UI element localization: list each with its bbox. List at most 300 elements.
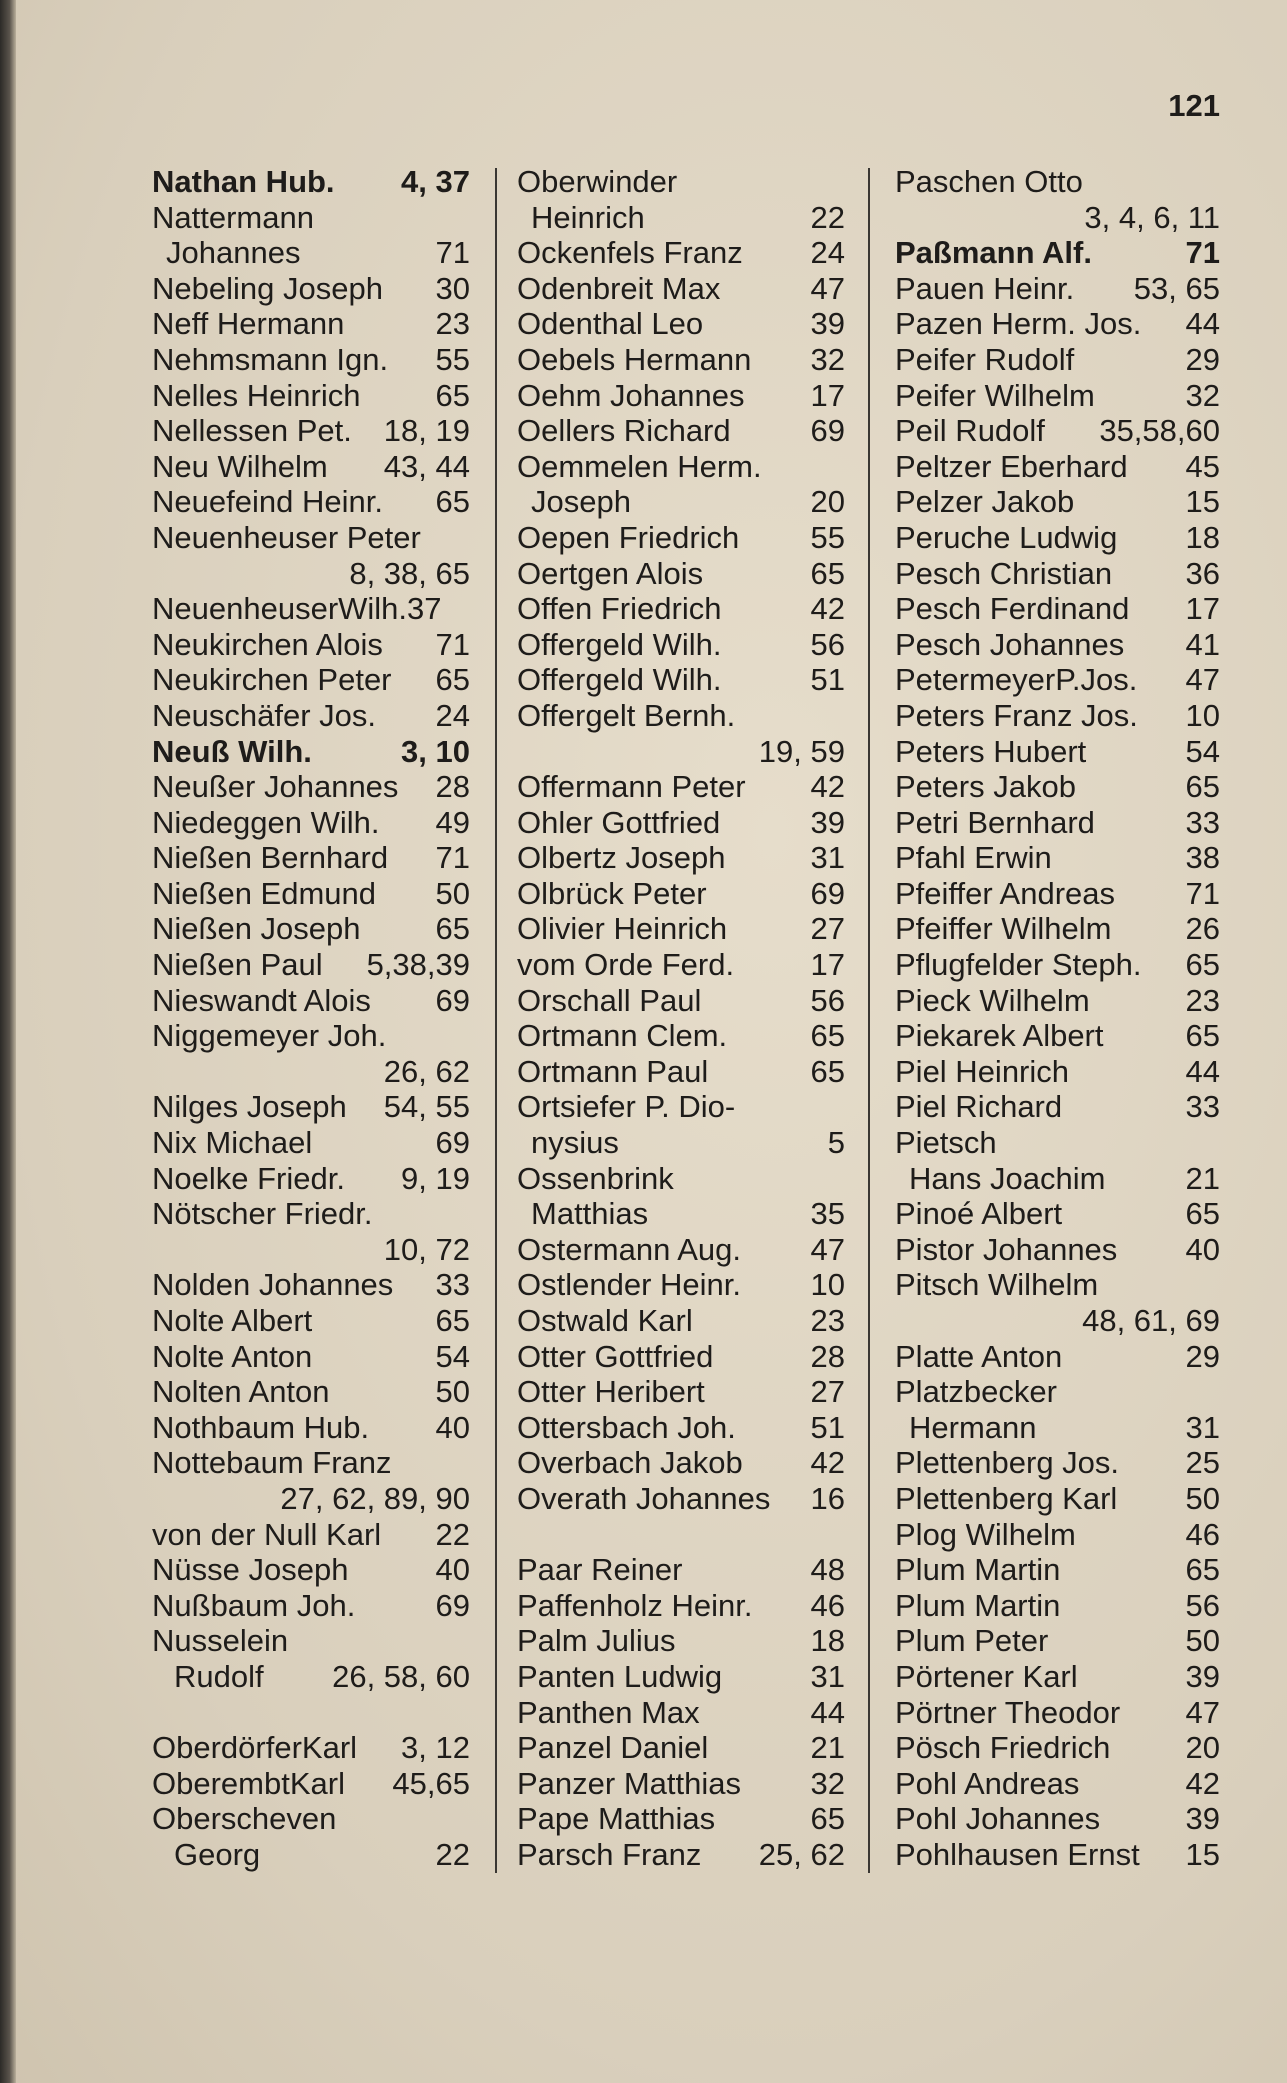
entry-pages: 47: [810, 270, 845, 306]
entry-pages: 44: [810, 1694, 845, 1730]
entry-pages: 29: [1185, 1338, 1220, 1374]
entry-pages: 17: [810, 377, 845, 413]
entry-name: Offergeld Wilh.: [517, 662, 722, 698]
entry-name: Parsch Franz: [517, 1836, 702, 1872]
index-entry: [895, 1089, 1220, 1125]
entry-pages: 32: [1185, 377, 1220, 413]
entry-name: Plum Martin: [895, 1552, 1061, 1588]
entry-pages: 23: [1185, 982, 1220, 1018]
index-entry: [895, 1410, 1220, 1446]
entry-name: Nötscher Friedr.: [152, 1196, 373, 1232]
entry-name: Nolden Johannes: [152, 1267, 394, 1303]
entry-pages: 38: [1185, 840, 1220, 876]
index-entry: [895, 805, 1220, 841]
index-entry: [517, 1196, 845, 1232]
entry-name: Nebeling Joseph: [152, 270, 383, 306]
index-entry: [517, 1801, 845, 1837]
entry-pages: 71: [435, 626, 470, 662]
entry-pages: 4, 37: [401, 164, 470, 199]
entry-pages: 42: [810, 769, 845, 805]
entry-pages: 65: [810, 1018, 845, 1054]
index-entry: [517, 164, 845, 200]
entry-pages: 46: [810, 1587, 845, 1623]
index-entry: [895, 627, 1220, 663]
entry-pages: 3, 10: [401, 733, 470, 769]
index-entry: [152, 200, 470, 236]
index-entry: [152, 1837, 470, 1873]
entry-name: Oberscheven: [152, 1801, 337, 1837]
entry-name: Oebels Hermann: [517, 341, 752, 377]
entry-name: Pesch Ferdinand: [895, 591, 1130, 627]
index-entry: [517, 627, 845, 663]
entry-name: Pazen Herm. Jos.: [895, 306, 1142, 342]
entry-name: Peters Franz Jos.: [895, 697, 1138, 733]
entry-pages: 48, 61, 69: [1082, 1303, 1220, 1338]
entry-name: Nothbaum Hub.: [152, 1409, 370, 1445]
entry-name: Pörtner Theodor: [895, 1694, 1121, 1730]
entry-name: Neu Wilhelm: [152, 448, 328, 484]
entry-name: Nolte Anton: [152, 1338, 313, 1374]
index-entry: [152, 235, 470, 271]
index-entry: [517, 1445, 845, 1481]
index-entry: [895, 1232, 1220, 1268]
entry-pages: 39: [1185, 1658, 1220, 1694]
index-entry: [895, 271, 1220, 307]
index-entry: [152, 734, 470, 770]
entry-name: Pflugfelder Steph.: [895, 947, 1142, 983]
entry-pages: 19, 59: [758, 733, 845, 769]
entry-name: Nüsse Joseph: [152, 1552, 349, 1588]
entry-name: Odenthal Leo: [517, 306, 704, 342]
entry-name: Neuefeind Heinr.: [152, 484, 383, 520]
entry-pages: 16: [810, 1480, 845, 1516]
entry-name: Peters Jakob: [895, 769, 1076, 805]
entry-pages: 71: [435, 840, 470, 876]
index-entry: [895, 1374, 1220, 1410]
entry-name: OberembtKarl: [152, 1765, 345, 1801]
entry-name: Neuschäfer Jos.: [152, 697, 376, 733]
index-entry: [895, 413, 1220, 449]
index-entry: [517, 484, 845, 520]
entry-name: Oepen Friedrich: [517, 519, 740, 555]
entry-pages: 65: [810, 1053, 845, 1089]
entry-name: Neußer Johannes: [152, 769, 399, 805]
entry-pages: 27: [810, 1374, 845, 1410]
entry-name: Neukirchen Alois: [152, 626, 383, 662]
index-entry: [152, 1303, 470, 1339]
index-entry: [517, 805, 845, 841]
entry-pages: 41: [1185, 626, 1220, 662]
entry-name: Heinrich: [531, 199, 645, 235]
index-entry: [152, 1445, 470, 1481]
entry-pages: 18: [810, 1623, 845, 1659]
index-entry: [152, 1196, 470, 1232]
index-entry: [152, 484, 470, 520]
entry-name: Paar Reiner: [517, 1552, 683, 1588]
entry-pages: 25: [1185, 1445, 1220, 1481]
entry-name: Paschen Otto: [895, 164, 1083, 199]
index-entry: [517, 840, 845, 876]
entry-pages: 54: [1185, 733, 1220, 769]
entry-name: Olbertz Joseph: [517, 840, 726, 876]
entry-pages: 10: [1185, 697, 1220, 733]
entry-pages: 22: [435, 1836, 470, 1872]
entry-name: Nießen Bernhard: [152, 840, 389, 876]
entry-pages: 69: [810, 413, 845, 449]
index-entry: [152, 1517, 470, 1553]
entry-pages: 43, 44: [383, 448, 470, 484]
index-entry: [517, 1552, 845, 1588]
entry-name: Nellessen Pet.: [152, 413, 352, 449]
entry-name: Ohler Gottfried: [517, 804, 721, 840]
index-entry: [517, 1267, 845, 1303]
entry-pages: 40: [435, 1409, 470, 1445]
entry-name: Pietsch: [895, 1125, 997, 1161]
entry-pages: 50: [1185, 1623, 1220, 1659]
entry-name: Pösch Friedrich: [895, 1730, 1111, 1766]
entry-pages: 5,38,39: [366, 947, 470, 983]
index-entry: [895, 235, 1220, 271]
entry-name: Olivier Heinrich: [517, 911, 728, 947]
entry-name: Offermann Peter: [517, 769, 746, 805]
index-column-3: [895, 164, 1220, 1873]
entry-name: Offergeld Wilh.: [517, 626, 722, 662]
entry-name: Piekarek Albert: [895, 1018, 1104, 1054]
entry-pages: 15: [1185, 484, 1220, 520]
index-entry: [895, 1054, 1220, 1090]
index-entry: [152, 1801, 470, 1837]
entry-pages: 56: [810, 626, 845, 662]
entry-pages: 28: [810, 1338, 845, 1374]
index-entry: [517, 556, 845, 592]
entry-pages: 26: [1185, 911, 1220, 947]
entry-pages: 31: [810, 840, 845, 876]
index-entry: [517, 1410, 845, 1446]
entry-name: Orschall Paul: [517, 982, 702, 1018]
entry-name: Pohl Andreas: [895, 1765, 1080, 1801]
index-entry: [152, 627, 470, 663]
index-entry: [895, 1517, 1220, 1553]
entry-name: Peltzer Eberhard: [895, 448, 1128, 484]
entry-pages: 55: [435, 341, 470, 377]
entry-pages: 39: [810, 804, 845, 840]
index-entry: [895, 520, 1220, 556]
index-entry: [152, 1161, 470, 1197]
index-entry: [895, 1481, 1220, 1517]
entry-name: Pauen Heinr.: [895, 270, 1075, 306]
entry-pages: 24: [435, 697, 470, 733]
entry-pages: 51: [810, 662, 845, 698]
entry-pages: 65: [1185, 1196, 1220, 1232]
entry-name: Nusselein: [152, 1623, 289, 1659]
index-entry: [152, 306, 470, 342]
index-entry: [517, 983, 845, 1019]
entry-pages: 27: [810, 911, 845, 947]
index-entry: [895, 1018, 1220, 1054]
entry-pages: 21: [810, 1730, 845, 1766]
entry-pages: 50: [435, 1374, 470, 1410]
entry-pages: 65: [1185, 1018, 1220, 1054]
entry-name: Panten Ludwig: [517, 1658, 723, 1694]
index-entry: [152, 1730, 470, 1766]
index-entry: [517, 413, 845, 449]
entry-name: Ostermann Aug.: [517, 1231, 742, 1267]
entry-name: Oberwinder: [517, 164, 678, 199]
entry-name: Pfeiffer Wilhelm: [895, 911, 1112, 947]
index-entry: [895, 1161, 1220, 1197]
index-entry: [152, 1267, 470, 1303]
entry-pages: 35: [810, 1196, 845, 1232]
entry-name: Hans Joachim: [909, 1160, 1106, 1196]
entry-pages: 45: [1185, 448, 1220, 484]
index-entry: [152, 1552, 470, 1588]
entry-name: Pörtener Karl: [895, 1658, 1078, 1694]
index-entry: [152, 1018, 470, 1054]
entry-name: Odenbreit Max: [517, 270, 721, 306]
index-entry: [895, 698, 1220, 734]
entry-name: Panzel Daniel: [517, 1730, 709, 1766]
entry-pages: 71: [1185, 235, 1220, 271]
entry-pages: 10: [810, 1267, 845, 1303]
entry-name: Nehmsmann Ign.: [152, 341, 389, 377]
entry-pages: 55: [810, 519, 845, 555]
entry-pages: 50: [1185, 1480, 1220, 1516]
entry-name: Overbach Jakob: [517, 1445, 743, 1481]
entry-name: Ockenfels Franz: [517, 235, 743, 271]
index-entry: [517, 200, 845, 236]
entry-pages: 18, 19: [383, 413, 470, 449]
entry-pages: 20: [810, 484, 845, 520]
entry-pages: 33: [435, 1267, 470, 1303]
entry-pages: 31: [1185, 1409, 1220, 1445]
entry-pages: 33: [1185, 804, 1220, 840]
entry-pages: 21: [1185, 1160, 1220, 1196]
entry-pages: 5: [827, 1125, 845, 1161]
entry-pages: 69: [810, 875, 845, 911]
entry-name: Nießen Joseph: [152, 911, 361, 947]
entry-name: Pfahl Erwin: [895, 840, 1052, 876]
entry-name: Pohl Johannes: [895, 1801, 1101, 1837]
index-entry: [895, 1303, 1220, 1339]
entry-pages: 22: [435, 1516, 470, 1552]
index-entry: [517, 520, 845, 556]
entry-name: OberdörferKarl: [152, 1730, 358, 1766]
entry-pages: 47: [1185, 662, 1220, 698]
index-entry: [895, 662, 1220, 698]
index-entry: [152, 1089, 470, 1125]
entry-pages: 65: [435, 1303, 470, 1338]
index-entry: [152, 805, 470, 841]
entry-name: Plettenberg Karl: [895, 1480, 1118, 1516]
book-binding-edge: [0, 0, 16, 2083]
index-entry: [895, 947, 1220, 983]
entry-pages: 23: [810, 1303, 845, 1338]
index-entry: [895, 1552, 1220, 1588]
entry-name: Nolte Albert: [152, 1303, 313, 1338]
entry-pages: 26, 62: [383, 1053, 470, 1089]
entry-name: Otter Heribert: [517, 1374, 705, 1410]
entry-pages: 27, 62, 89, 90: [280, 1480, 470, 1516]
entry-name: Neuß Wilh.: [152, 733, 312, 769]
index-entry: [517, 1695, 845, 1731]
index-entry: [895, 1837, 1220, 1873]
index-entry: [517, 235, 845, 271]
entry-name: Plog Wilhelm: [895, 1516, 1076, 1552]
index-entry: [152, 591, 470, 627]
entry-name: Pohlhausen Ernst: [895, 1836, 1140, 1872]
entry-name: Peters Hubert: [895, 733, 1087, 769]
index-entry: [895, 484, 1220, 520]
index-entry: [517, 342, 845, 378]
entry-name: Otter Gottfried: [517, 1338, 714, 1374]
index-entry: [517, 911, 845, 947]
entry-name: Pitsch Wilhelm: [895, 1267, 1099, 1303]
entry-name: Offen Friedrich: [517, 591, 722, 627]
entry-pages: 65: [435, 484, 470, 520]
entry-name: Panzer Matthias: [517, 1765, 741, 1801]
entry-name: Piel Richard: [895, 1089, 1063, 1125]
index-entry: [152, 947, 470, 983]
index-entry: [152, 413, 470, 449]
index-entry: [895, 164, 1220, 200]
entry-pages: 47: [1185, 1694, 1220, 1730]
index-entry: [152, 164, 470, 200]
entry-name: Pieck Wilhelm: [895, 982, 1090, 1018]
entry-pages: 30: [435, 270, 470, 306]
entry-pages: 51: [810, 1409, 845, 1445]
index-entry: [895, 449, 1220, 485]
entry-pages: 31: [810, 1658, 845, 1694]
entry-name: Neukirchen Peter: [152, 662, 392, 698]
entry-pages: 42: [810, 591, 845, 627]
index-entry: [517, 1588, 845, 1624]
entry-pages: 33: [1185, 1089, 1220, 1125]
entry-name: Olbrück Peter: [517, 875, 707, 911]
index-entry: [152, 1339, 470, 1375]
index-entry: [517, 698, 845, 734]
index-column-1: [152, 164, 470, 1873]
index-entry: [517, 734, 845, 770]
index-entry: [517, 1339, 845, 1375]
entry-name: Nieswandt Alois: [152, 982, 371, 1018]
index-entry: [152, 1054, 470, 1090]
index-entry: [517, 1623, 845, 1659]
index-entry: [152, 1232, 470, 1268]
entry-name: Pelzer Jakob: [895, 484, 1075, 520]
entry-pages: 17: [810, 947, 845, 983]
entry-pages: 56: [810, 982, 845, 1018]
entry-name: Nathan Hub.: [152, 164, 335, 199]
entry-pages: 32: [810, 1765, 845, 1801]
entry-name: Nußbaum Joh.: [152, 1587, 356, 1623]
index-entry: [517, 1303, 845, 1339]
index-entry: [152, 769, 470, 805]
index-entry: [895, 1801, 1220, 1837]
entry-pages: 65: [435, 662, 470, 698]
entry-name: Nießen Paul: [152, 947, 323, 983]
entry-name: PetermeyerP.Jos.: [895, 662, 1138, 698]
entry-pages: 18: [1185, 519, 1220, 555]
entry-name: Piel Heinrich: [895, 1053, 1070, 1089]
entry-pages: 65: [810, 555, 845, 591]
entry-pages: 65: [1185, 769, 1220, 805]
entry-name: Nix Michael: [152, 1125, 313, 1161]
index-entry: [152, 1125, 470, 1161]
index-entry: [152, 840, 470, 876]
entry-name: Pesch Christian: [895, 555, 1113, 591]
entry-pages: 46: [1185, 1516, 1220, 1552]
section-gap: [517, 1517, 845, 1553]
entry-name: Niggemeyer Joh.: [152, 1018, 387, 1054]
entry-pages: 40: [1185, 1231, 1220, 1267]
index-entry: [895, 306, 1220, 342]
index-entry: [152, 1588, 470, 1624]
index-entry: [517, 947, 845, 983]
entry-name: Ortmann Paul: [517, 1053, 709, 1089]
index-entry: [895, 1623, 1220, 1659]
entry-pages: 71: [435, 235, 470, 271]
entry-name: Platzbecker: [895, 1374, 1057, 1410]
index-entry: [152, 1623, 470, 1659]
entry-pages: 24: [810, 235, 845, 271]
index-entry: [517, 1125, 845, 1161]
entry-name: Oehm Johannes: [517, 377, 745, 413]
entry-name: Nolten Anton: [152, 1374, 330, 1410]
entry-name: nysius: [531, 1125, 619, 1161]
entry-name: Pfeiffer Andreas: [895, 875, 1116, 911]
index-entry: [895, 200, 1220, 236]
index-entry: [895, 734, 1220, 770]
entry-name: Oemmelen Herm.: [517, 448, 762, 484]
entry-pages: 26, 58, 60: [332, 1658, 470, 1694]
entry-pages: 65: [810, 1801, 845, 1837]
entry-name: vom Orde Ferd.: [517, 947, 735, 983]
entry-pages: 53, 65: [1133, 270, 1220, 306]
entry-pages: 49: [435, 804, 470, 840]
entry-pages: 48: [810, 1552, 845, 1588]
entry-name: Plettenberg Jos.: [895, 1445, 1120, 1481]
index-entry: [152, 342, 470, 378]
index-entry: [517, 1089, 845, 1125]
entry-name: Pistor Johannes: [895, 1231, 1118, 1267]
section-gap: [152, 1695, 470, 1731]
index-entry: [517, 306, 845, 342]
entry-name: Peruche Ludwig: [895, 519, 1118, 555]
entry-name: Ortmann Clem.: [517, 1018, 728, 1054]
entry-pages: 32: [810, 341, 845, 377]
index-entry: [895, 1659, 1220, 1695]
entry-name: Peifer Rudolf: [895, 341, 1075, 377]
entry-pages: 39: [810, 306, 845, 342]
index-entry: [152, 556, 470, 592]
entry-pages: 42: [810, 1445, 845, 1481]
entry-pages: 65: [435, 377, 470, 413]
index-entry: [517, 1374, 845, 1410]
index-entry: [895, 1766, 1220, 1802]
index-entry: [517, 1018, 845, 1054]
entry-pages: 36: [1185, 555, 1220, 591]
index-entry: [152, 662, 470, 698]
entry-name: NeuenheuserWilh.37: [152, 591, 442, 627]
index-entry: [895, 1339, 1220, 1375]
entry-pages: 23: [435, 306, 470, 342]
entry-name: Oellers Richard: [517, 413, 731, 449]
index-entry: [895, 342, 1220, 378]
entry-name: Platte Anton: [895, 1338, 1063, 1374]
index-entry: [895, 1267, 1220, 1303]
index-entry: [517, 449, 845, 485]
entry-pages: 9, 19: [401, 1160, 470, 1196]
